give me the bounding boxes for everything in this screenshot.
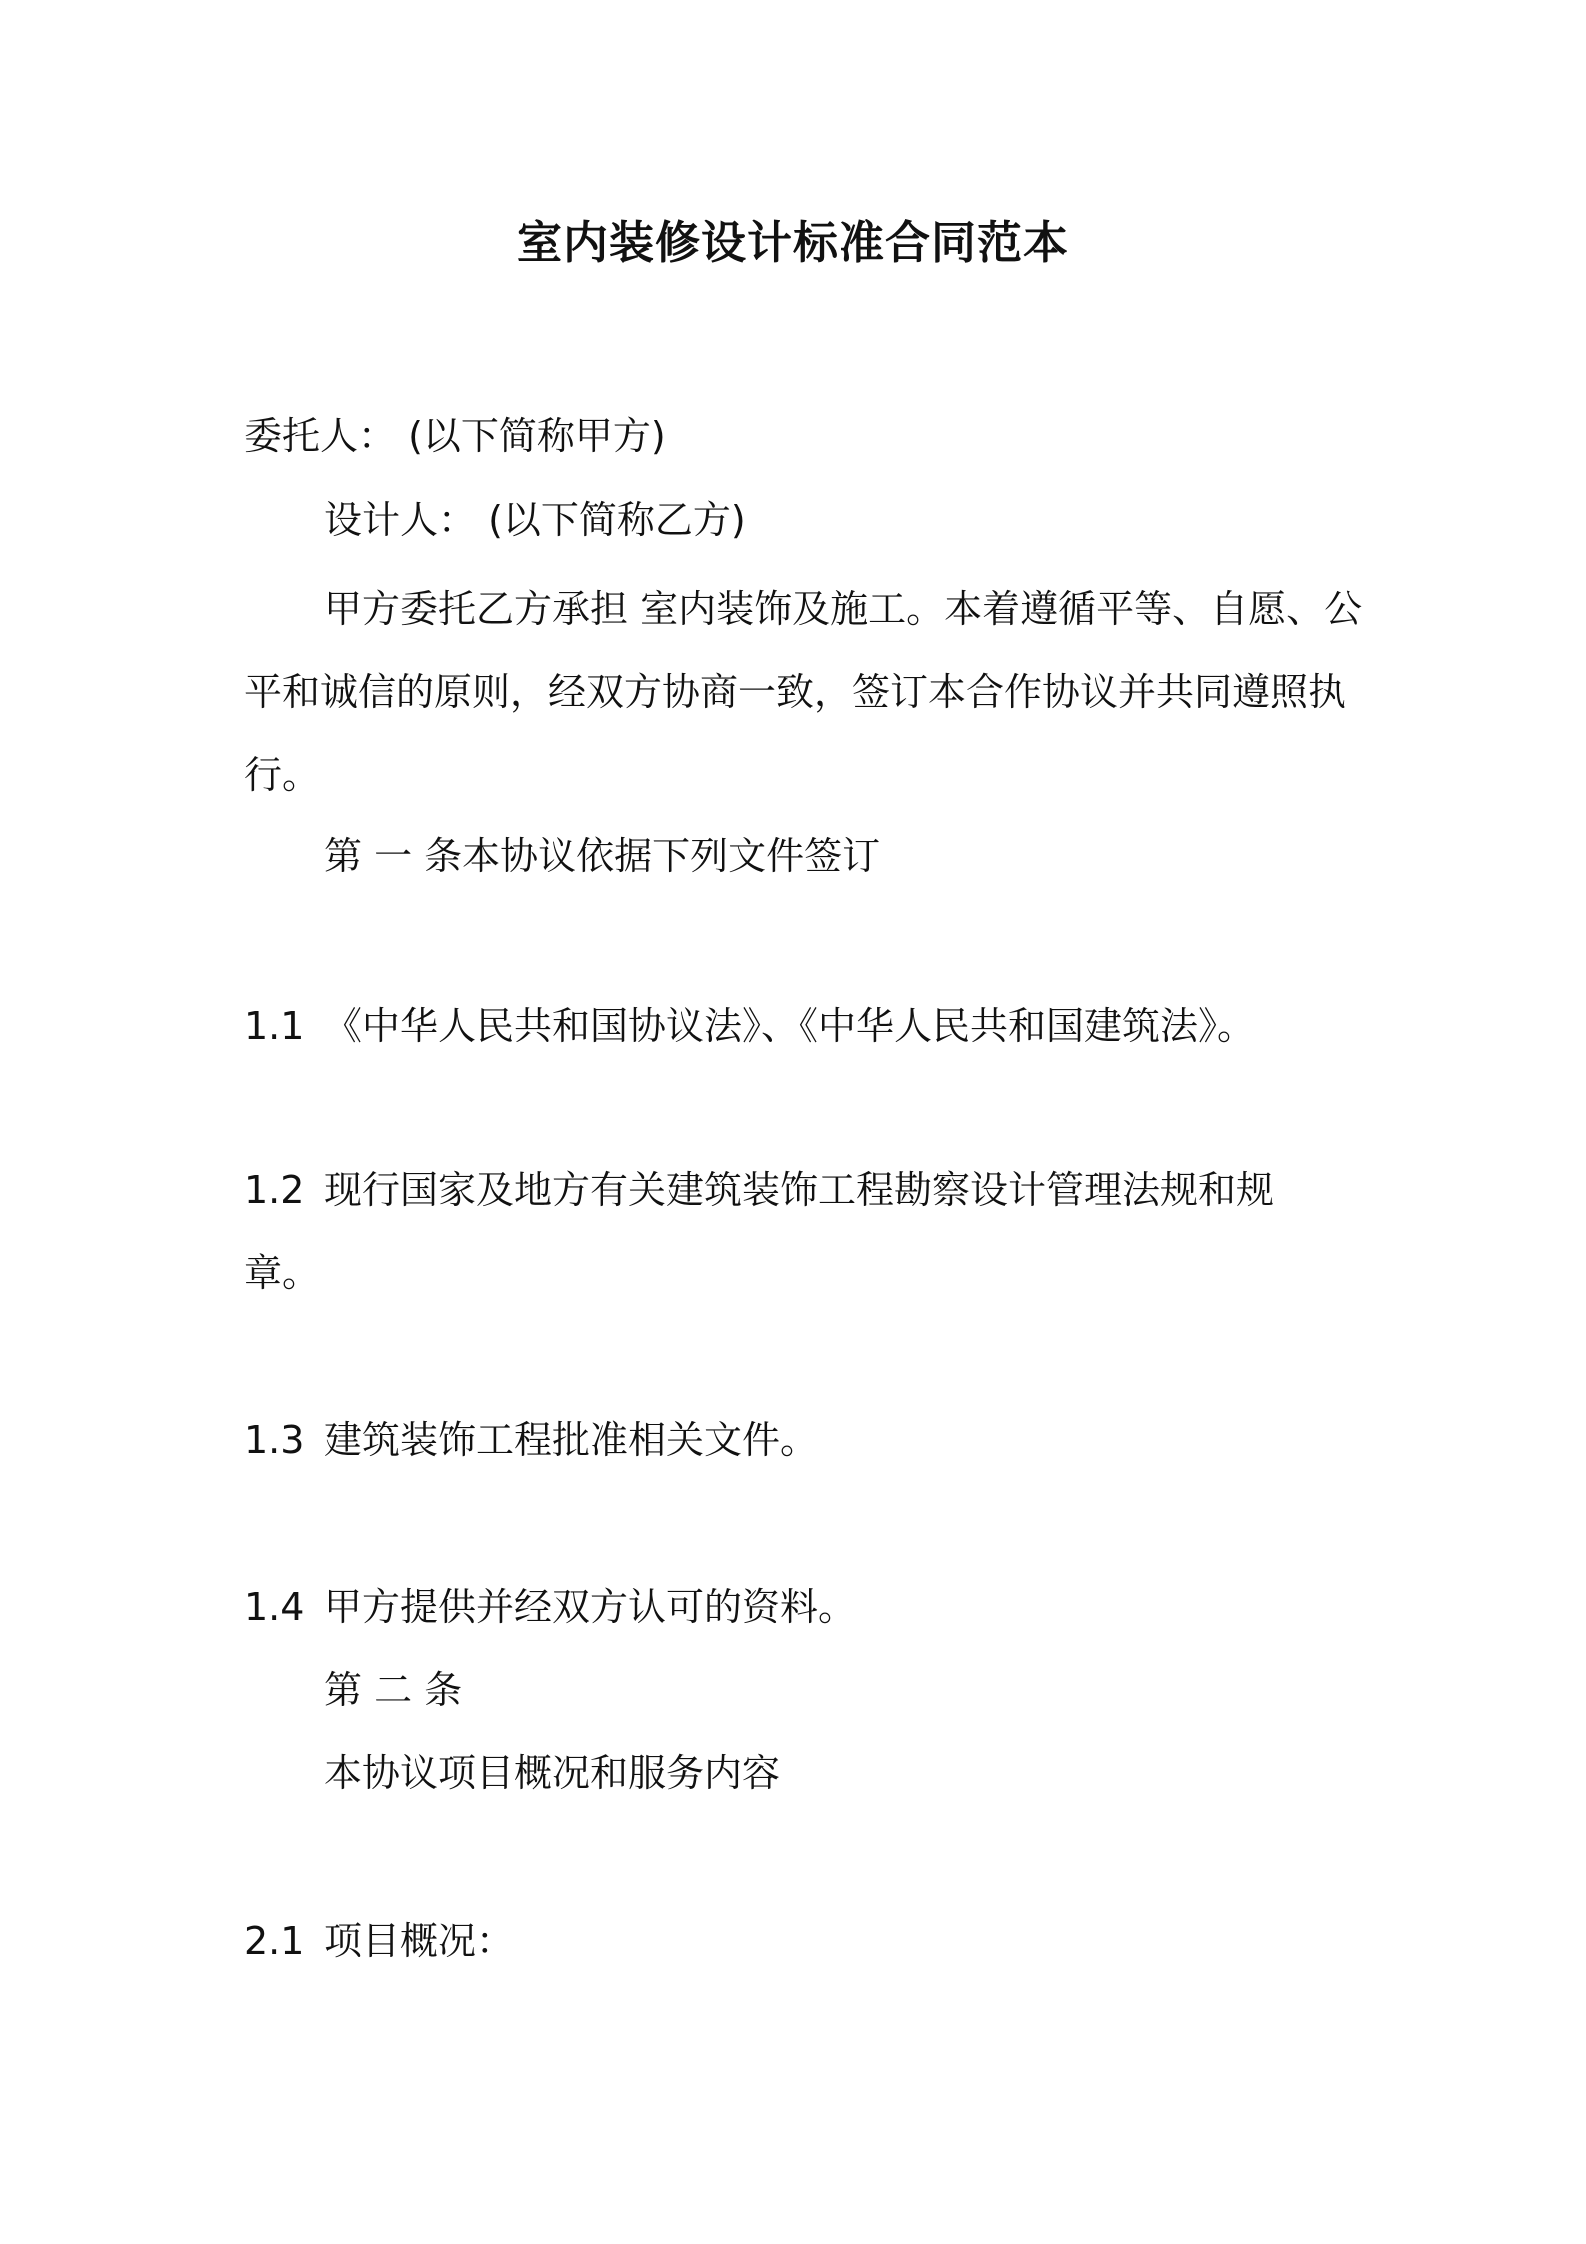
article-1-heading: 第 一 条本协议依据下列文件签订: [324, 834, 881, 878]
article-2-heading: 第 二 条: [324, 1668, 463, 1712]
item-number: 2.1: [244, 1919, 305, 1963]
item-text: 甲方提供并经双方认可的资料。: [324, 1585, 857, 1629]
document-title: 室内装修设计标准合同范本: [516, 216, 1069, 269]
list-item-2-1: [244, 1915, 514, 1967]
item-number: 1.1: [244, 1004, 305, 1048]
item-text: 现行国家及地方有关建筑装饰工程勘察设计管理法规和规: [324, 1168, 1275, 1212]
list-item-1-2-continued: [244, 1247, 320, 1299]
list-item-1-1: [244, 1000, 1255, 1052]
intro-paragraph: 甲方委托乙方承担 室内装饰及施工。本着遵循平等、自愿、公平和诚信的原则，经双方协商一致，签订本合作协议并共同遵照执行。: [244, 587, 1363, 797]
item-text: 项目概况：: [324, 1919, 515, 1963]
list-item-1-3: [244, 1414, 818, 1466]
item-number: 1.4: [244, 1585, 305, 1629]
list-item-1-4: [244, 1581, 856, 1633]
client-line: 委托人： (以下简称甲方): [244, 414, 666, 458]
item-number: 1.3: [244, 1418, 305, 1462]
designer-line: 设计人： (以下简称乙方): [324, 498, 746, 542]
article-2-subheading: 本协议项目概况和服务内容: [324, 1751, 781, 1795]
item-text: 建筑装饰工程批准相关文件。: [324, 1418, 819, 1462]
item-number: 1.2: [244, 1168, 305, 1212]
list-item-1-2: [244, 1164, 1274, 1216]
item-text: 《中华人民共和国协议法》、《中华人民共和国建筑法》。: [324, 1004, 1256, 1048]
item-text: 章。: [244, 1251, 321, 1295]
